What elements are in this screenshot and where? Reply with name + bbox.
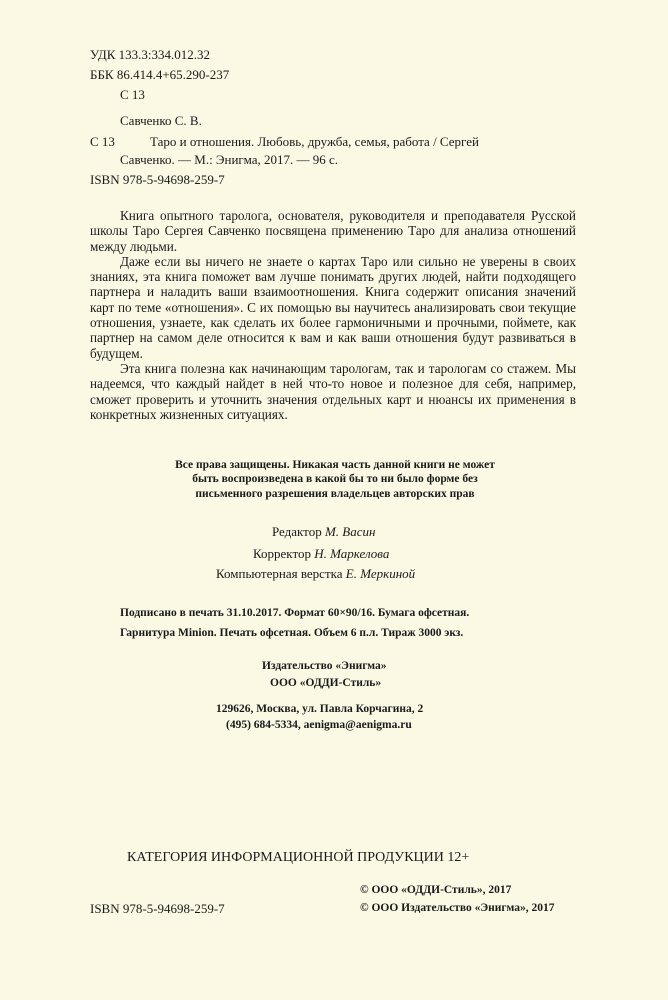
rights-line-1: Все права защищены. Никакая часть данной книги не может [175, 459, 495, 471]
print-info-line1: Подписано в печать 31.10.2017. Формат 60×90/16. Бумага офсетная. [120, 607, 470, 619]
rights-line-2: быть воспроизведена в какой бы то ни было форме без [192, 473, 478, 486]
book-title-line2: Савченко. — М.: Энигма, 2017. — 96 с. [120, 152, 339, 167]
udk-code: УДК 133.3:334.012.32 [90, 47, 211, 62]
layout-name: Е. Меркиной [345, 566, 416, 581]
publisher-name: Издательство «Энигма» [262, 660, 387, 672]
annotation-paragraph-3: Эта книга полезна как начинающим тарологам, так и тарологам со стажем. Мы надеемся, что каждый найдет в ней что-то новое и полезное для себя, например, сможет проверить и уточнить значения отдельных карт и нюансы их применения в конкретных жизненных ситуациях. [90, 360, 576, 422]
header-isbn: ISBN 978-5-94698-259-7 [90, 172, 225, 187]
book-title-line1: Таро и отношения. Любовь, дружба, семья, работа / Сергей [150, 134, 479, 149]
code-short: С 13 [90, 134, 115, 149]
editor-label: Редактор [272, 524, 322, 539]
layout-credit [216, 566, 415, 582]
editor-credit [272, 524, 375, 540]
corrector-name: Н. Маркелова [314, 546, 390, 561]
publisher-contacts: (495) 684-5334, aenigma@aenigma.ru [226, 719, 412, 731]
rights-line-3: письменного разрешения владельцев авторских прав [195, 487, 475, 500]
annotation-paragraph-1: Книга опытного таролога, основателя, руководителя и преподавателя Русской школы Таро Сергея Савченко посвящена применению Таро для анализа отношений между людьми. [90, 208, 576, 254]
shelf-code: С 13 [120, 87, 145, 102]
publisher-company: ООО «ОДДИ-Стиль» [270, 677, 382, 689]
footer-isbn: ISBN 978-5-94698-259-7 [90, 901, 225, 916]
editor-name: М. Васин [324, 524, 376, 539]
copyright-oddi: © ООО «ОДДИ-Стиль», 2017 [360, 884, 512, 896]
bbk-code: ББК 86.414.4+65.290-237 [90, 67, 230, 82]
copyright-enigma: © ООО Издательство «Энигма», 2017 [360, 902, 555, 914]
print-info-line2: Гарнитура Minion. Печать офсетная. Объем 6 п.л. Тираж 3000 экз. [120, 627, 464, 639]
annotation [90, 208, 576, 422]
publisher-address: 129626, Москва, ул. Павла Корчагина, 2 [216, 703, 424, 715]
layout-label: Компьютерная верстка [216, 566, 343, 581]
corrector-label: Корректор [253, 546, 311, 561]
corrector-credit [253, 546, 389, 562]
author-name: Савченко С. В. [120, 113, 202, 128]
age-category: КАТЕГОРИЯ ИНФОРМАЦИОННОЙ ПРОДУКЦИИ 12+ [127, 850, 470, 865]
rights-notice [120, 458, 550, 501]
annotation-paragraph-2: Даже если вы ничего не знаете о картах Таро или сильно не уверены в своих знаниях, эта книга поможет вам лучше понимать других людей, найти подходящего партнера и наладить ваши взаимоотношения. Книга содержит описания значений карт по теме «отношения». С их помощью вы научитесь анализировать свои текущие отношения, узнаете, как сделать их более гармоничными и прочными, поймете, как партнер на самом деле относится к вам и как ваши отношения будут развиваться в будущем. [90, 253, 576, 361]
